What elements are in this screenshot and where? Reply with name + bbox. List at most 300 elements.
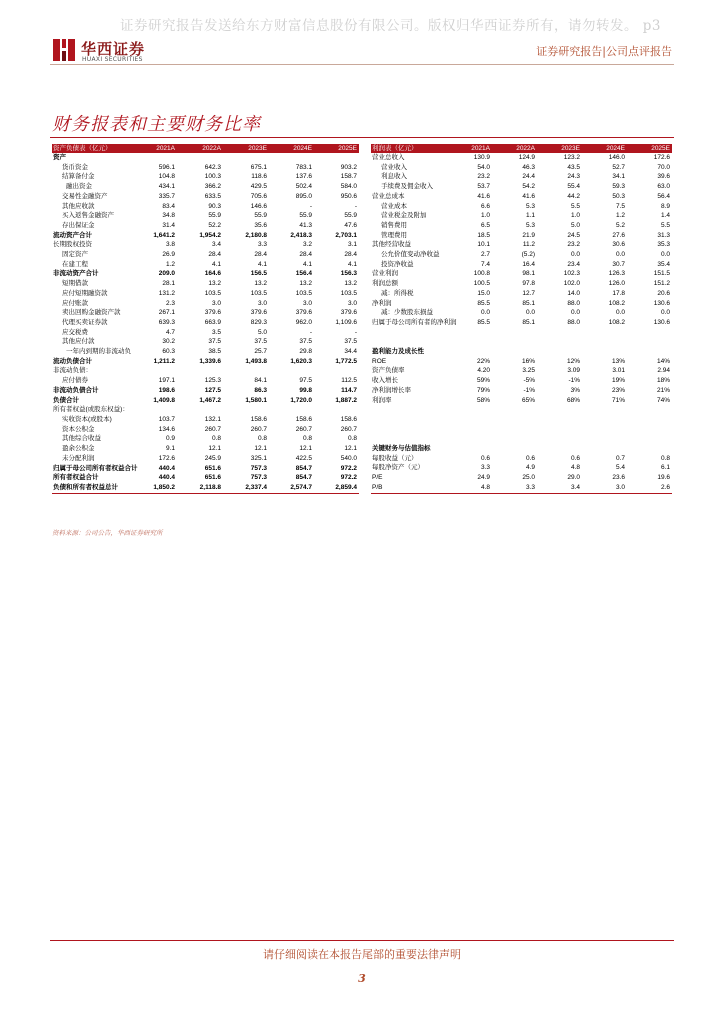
row-label-cell: 利润总额 [372,280,398,288]
row-label-cell: 交易性金融资产 [62,192,108,200]
value-cell: 14% [656,357,670,365]
value-cell: 950.6 [340,192,357,200]
income-statement-row [371,434,672,444]
value-cell [582,415,627,425]
balance-sheet-header-row [52,144,359,153]
income-statement-row [371,357,672,367]
balance-sheet-row [52,366,359,376]
value-cell: 379.6 [340,309,357,317]
value-cell: 8.9 [660,202,670,210]
value-cell: 53.7 [477,183,490,191]
value-cell [582,444,627,454]
value-cell: 3.2 [302,241,312,249]
value-cell: 4.8 [447,483,492,493]
row-label-cell: 代理买卖证券款 [62,318,108,326]
value-cell: 4.8 [570,464,580,472]
value-cell: 28.4 [344,251,357,259]
value-cell: - [354,202,357,210]
value-cell: 100.5 [473,280,490,288]
value-cell: 55.9 [299,212,312,220]
value-cell [492,425,537,435]
value-cell: 12.1 [344,445,357,453]
value-cell: 28.1 [162,280,175,288]
value-cell [131,153,177,163]
value-cell: 12.1 [299,445,312,453]
value-cell: 13.2 [208,280,221,288]
value-cell: 639.3 [158,318,175,326]
row-label-cell: 归属于母公司所有者的净利润 [372,318,457,326]
balance-sheet-table [52,144,359,494]
value-cell: 44.2 [567,192,580,200]
value-cell: 84.1 [254,377,267,385]
value-cell: 85.5 [477,318,490,326]
row-label-cell: 固定资产 [62,251,88,259]
header-label-cell: 资产负债表（亿元） [52,144,131,153]
value-cell [537,337,582,347]
value-cell [447,425,492,435]
value-cell: 24.9 [477,474,490,482]
value-cell: 137.6 [295,173,312,181]
value-cell: 97.8 [522,280,535,288]
row-label-cell [371,434,447,444]
value-cell: 158.6 [295,415,312,423]
value-cell: 3.5 [211,328,221,336]
value-cell: 651.6 [204,474,221,482]
value-cell: 104.8 [158,173,175,181]
value-cell: 434.1 [158,183,175,191]
value-cell: 2,418.3 [290,231,312,239]
value-cell [269,405,314,415]
value-cell: 24.5 [567,231,580,239]
row-label-cell: 资本公积金 [62,425,95,433]
value-cell: 651.6 [204,464,221,472]
value-cell: 23.6 [612,474,625,482]
balance-sheet-row [52,405,359,415]
value-cell: 85.5 [477,299,490,307]
value-cell: 13.2 [299,280,312,288]
value-cell: 10.1 [477,241,490,249]
value-cell: 0.0 [660,309,670,317]
value-cell [537,405,582,415]
value-cell: 2.7 [480,251,490,259]
row-label-cell: 减：所得税 [381,289,414,297]
value-cell: 30.2 [162,338,175,346]
value-cell: 12.1 [208,445,221,453]
value-cell: 12.1 [254,445,267,453]
value-cell: 325.1 [250,454,267,462]
value-cell: 55.9 [344,212,357,220]
value-cell: 100.3 [204,173,221,181]
row-label-cell: 资产负债率 [372,367,405,375]
value-cell: 11.2 [522,241,535,249]
page-number: 3 [358,972,366,985]
value-cell: 3% [570,386,580,394]
value-cell: 0.0 [570,251,580,259]
value-cell: 1.4 [660,212,670,220]
value-cell: 3.0 [347,299,357,307]
value-cell: 0.8 [302,435,312,443]
row-label-cell: 营业收入 [381,163,407,171]
value-cell: 1,109.6 [335,318,357,326]
row-label-cell: 销售费用 [381,221,407,229]
value-cell: 172.6 [653,154,670,161]
value-cell: 151.5 [653,270,670,278]
balance-sheet-row [52,473,359,483]
value-cell [447,337,492,347]
value-cell: 23% [611,386,625,394]
value-cell [492,415,537,425]
balance-sheet-row [52,337,359,347]
row-label-cell: 每股收益（元） [372,454,418,462]
value-cell: 41.6 [522,192,535,200]
value-cell: 114.7 [341,386,357,394]
value-cell [627,425,672,435]
value-cell: 783.1 [295,163,312,171]
balance-sheet-row [52,347,359,357]
value-cell: 2,118.8 [177,483,223,493]
row-label-cell: 买入返售金融资产 [62,212,114,220]
value-cell [269,153,314,163]
value-cell: -1% [523,386,535,394]
value-cell: 85.1 [522,318,535,326]
value-cell [314,405,359,415]
value-cell: 0.0 [615,309,625,317]
value-cell [627,328,672,338]
value-cell: 16.4 [522,260,535,268]
value-cell: 30.7 [612,260,625,268]
value-cell: 102.0 [563,280,580,288]
value-cell: 30.6 [612,241,625,249]
value-cell: 7.5 [615,202,625,210]
row-label-cell: 结算备付金 [62,173,95,181]
value-cell: 903.2 [340,163,357,171]
value-cell [582,328,627,338]
value-cell: 38.5 [208,348,221,356]
value-cell: 14.0 [567,289,580,297]
value-cell: 1,493.8 [245,357,267,365]
row-label-cell [371,415,447,425]
value-cell: 1.2 [615,212,625,220]
value-cell: 52.2 [208,221,221,229]
balance-sheet-row [52,211,359,221]
income-statement-table [371,144,672,494]
watermark-text: 证券研究报告发送给东方财富信息股份有限公司。版权归华西证券所有，请勿转发。 p3 [120,18,662,34]
value-cell: 429.5 [250,183,267,191]
value-cell: 126.3 [608,270,625,278]
value-cell: 2,574.7 [269,483,314,493]
income-statement-row [371,425,672,435]
row-label-cell: 负债和所有者权益总计 [52,483,131,493]
value-cell: 20.6 [657,289,670,297]
value-cell: 0.0 [525,309,535,317]
income-statement-row [371,347,672,357]
value-cell: 102.3 [563,270,580,278]
value-cell [314,366,359,376]
logo-chinese-name: 华西证券 [81,40,146,58]
value-cell: 675.1 [250,163,267,171]
value-cell [223,366,269,376]
row-label-cell: 利润率 [372,396,392,404]
value-cell [447,405,492,415]
balance-sheet-row [52,269,359,279]
balance-sheet-row [52,386,359,396]
value-cell: 260.7 [340,425,357,433]
value-cell: 50.3 [612,192,625,200]
income-statement-row [371,260,672,270]
value-cell: 0.6 [480,454,490,462]
header-year-cell: 2021A [447,144,492,153]
income-statement-row [371,366,672,376]
row-label-cell: 非流动负债合计 [53,386,99,394]
value-cell: 584.0 [340,183,357,191]
value-cell: 4.1 [347,260,357,268]
value-cell: 130.6 [653,318,670,326]
value-cell: 90.3 [208,202,221,210]
section-title-underline [50,137,674,138]
row-label-cell: 利息收入 [381,173,407,181]
value-cell: 5.3 [525,202,535,210]
value-cell: 540.0 [340,454,357,462]
value-cell: 4.20 [477,367,490,375]
value-cell: 1,339.6 [199,357,221,365]
row-label-cell: 所有者权益(或股东权益)： [53,406,129,414]
value-cell: 260.7 [204,425,221,433]
row-label-cell: 应付账款 [62,299,88,307]
balance-sheet-row [52,279,359,289]
row-label-cell: 所有者权益合计 [53,474,99,482]
row-label-cell: P/B [371,483,447,493]
row-label-cell [371,405,447,415]
row-label-cell: 非流动资产合计 [53,270,99,278]
value-cell: 2,337.4 [223,483,269,493]
value-cell: 55.9 [208,212,221,220]
value-cell: 130.9 [473,154,490,161]
value-cell: 4.1 [302,260,312,268]
value-cell: -5% [523,377,535,385]
value-cell: 37.5 [299,338,312,346]
value-cell: 0.0 [570,309,580,317]
value-cell [314,153,359,163]
value-cell: 134.6 [158,425,175,433]
value-cell: 3.0 [302,299,312,307]
header-year-cell: 2024E [582,144,627,153]
value-cell [582,425,627,435]
row-label-cell: 手续费及佣金收入 [381,183,433,191]
value-cell: 34.4 [344,348,357,356]
header-divider [50,64,674,65]
value-cell: 19.6 [657,474,670,482]
income-statement-row [371,163,672,173]
value-cell: 502.4 [295,183,312,191]
value-cell: 3.1 [347,241,357,249]
value-cell: 440.4 [158,464,175,472]
value-cell: 3.3 [257,241,267,249]
value-cell: 56.4 [657,192,670,200]
value-cell: 1,772.5 [335,357,357,365]
value-cell: 103.7 [158,415,175,423]
income-statement-row [371,221,672,231]
income-statement-row [371,269,672,279]
value-cell: 379.6 [295,309,312,317]
value-cell: 156.3 [340,270,357,278]
value-cell [582,347,627,357]
value-cell: 19% [611,377,625,385]
value-cell [582,337,627,347]
value-cell: 3.3 [480,464,490,472]
balance-sheet-row [52,444,359,454]
value-cell: 12% [566,357,580,365]
value-cell: 41.6 [477,192,490,200]
row-label-cell: ROE [372,357,387,365]
income-statement-row [371,405,672,415]
value-cell: 158.7 [340,173,357,181]
value-cell: 100.8 [473,270,490,278]
value-cell: 34.1 [612,173,625,181]
value-cell: 829.3 [250,318,267,326]
value-cell: 0.8 [660,454,670,462]
value-cell: 24.4 [522,173,535,181]
row-label-cell: 减：少数股东损益 [381,309,433,317]
value-cell: 74% [656,396,670,404]
row-label-cell: 非流动负债： [53,367,92,375]
balance-sheet-row [52,425,359,435]
value-cell: 172.6 [158,454,175,462]
header-year-cell: 2022A [492,144,537,153]
value-cell: 1,211.2 [153,357,175,365]
header-year-cell: 2023E [537,144,582,153]
header-label-cell: 利润表（亿元） [371,144,447,153]
value-cell: 146.0 [608,154,625,161]
value-cell: 2.6 [627,483,672,493]
value-cell [223,405,269,415]
value-cell [627,444,672,454]
income-statement-row [371,240,672,250]
value-cell: 4.1 [211,260,221,268]
value-cell: 103.5 [204,289,221,297]
value-cell: 59% [476,377,490,385]
value-cell: 757.3 [250,474,267,482]
value-cell: 123.2 [563,154,580,161]
row-label-cell: 未分配利润 [62,454,95,462]
value-cell: 267.1 [158,309,175,317]
value-cell: 705.6 [250,192,267,200]
value-cell: 245.9 [204,454,221,462]
income-statement-header-row [371,144,672,153]
row-label-cell: 盈利能力及成长性 [372,348,424,356]
value-cell: - [354,328,357,336]
balance-sheet-row [52,172,359,182]
value-cell: - [309,202,312,210]
value-cell: 41.3 [299,221,312,229]
value-cell: 23.4 [567,260,580,268]
value-cell [447,328,492,338]
balance-sheet-row [52,318,359,328]
row-label-cell: 营业成本 [381,202,407,210]
balance-sheet-row [52,308,359,318]
balance-sheet-row [52,260,359,270]
value-cell [131,366,177,376]
value-cell: 5.3 [525,221,535,229]
value-cell [269,366,314,376]
income-statement-row [371,202,672,212]
value-cell [537,328,582,338]
value-cell: 0.9 [165,435,175,443]
value-cell: 21.9 [522,231,535,239]
value-cell: 34.8 [162,212,175,220]
balance-sheet-row [52,192,359,202]
value-cell [537,415,582,425]
value-cell: 88.0 [567,318,580,326]
header-year-cell: 2025E [314,144,359,153]
income-statement-row [371,172,672,182]
value-cell: 0.7 [615,454,625,462]
value-cell: 146.6 [250,202,267,210]
value-cell [582,434,627,444]
balance-sheet-row [52,415,359,425]
balance-sheet-row [52,357,359,367]
value-cell: 124.9 [518,154,535,161]
row-label-cell: 归属于母公司所有者权益合计 [53,464,138,472]
value-cell: 29.0 [567,474,580,482]
value-cell [537,347,582,357]
row-label-cell [371,425,447,435]
header-year-cell: 2022A [177,144,223,153]
value-cell: 35.6 [254,221,267,229]
row-label-cell: 存出保证金 [62,221,95,229]
value-cell: 5.4 [615,464,625,472]
value-cell: 71% [611,396,625,404]
value-cell: 26.9 [162,251,175,259]
value-cell: 97.5 [299,377,312,385]
value-cell [131,405,177,415]
section-title: 财务报表和主要财务比率 [52,114,261,135]
value-cell: 1,641.2 [153,231,175,239]
row-label-cell: 管理费用 [381,231,407,239]
income-statement-row [371,386,672,396]
value-cell: 27.6 [612,231,625,239]
value-cell: 15.0 [477,289,490,297]
income-statement-row [371,396,672,406]
row-label-cell: 其他应付款 [62,338,95,346]
value-cell [177,405,223,415]
value-cell: 2,180.8 [245,231,267,239]
value-cell [492,337,537,347]
value-cell: 25.7 [254,348,267,356]
value-cell: 70.0 [657,163,670,171]
report-type-label: 证券研究报告|公司点评报告 [536,45,672,58]
value-cell: 47.6 [344,221,357,229]
income-statement-row [371,444,672,454]
value-cell: 1,580.1 [245,396,267,404]
balance-sheet-row [52,231,359,241]
value-cell: 23.2 [567,241,580,249]
row-label-cell: 负债合计 [53,396,79,404]
value-cell: 12.7 [522,289,535,297]
value-cell: 0.0 [615,251,625,259]
income-statement-row [371,337,672,347]
value-cell: 0.8 [211,435,221,443]
legal-disclaimer-text: 请仔细阅读在本报告尾部的重要法律声明 [263,948,461,961]
row-label-cell: 长期股权投资 [53,241,92,249]
value-cell: 4.7 [165,328,175,336]
value-cell [627,434,672,444]
income-statement-row [371,483,672,493]
value-cell: 83.4 [162,202,175,210]
value-cell: 16% [521,357,535,365]
value-cell: 335.7 [158,192,175,200]
company-logo [52,37,172,67]
value-cell [492,347,537,357]
